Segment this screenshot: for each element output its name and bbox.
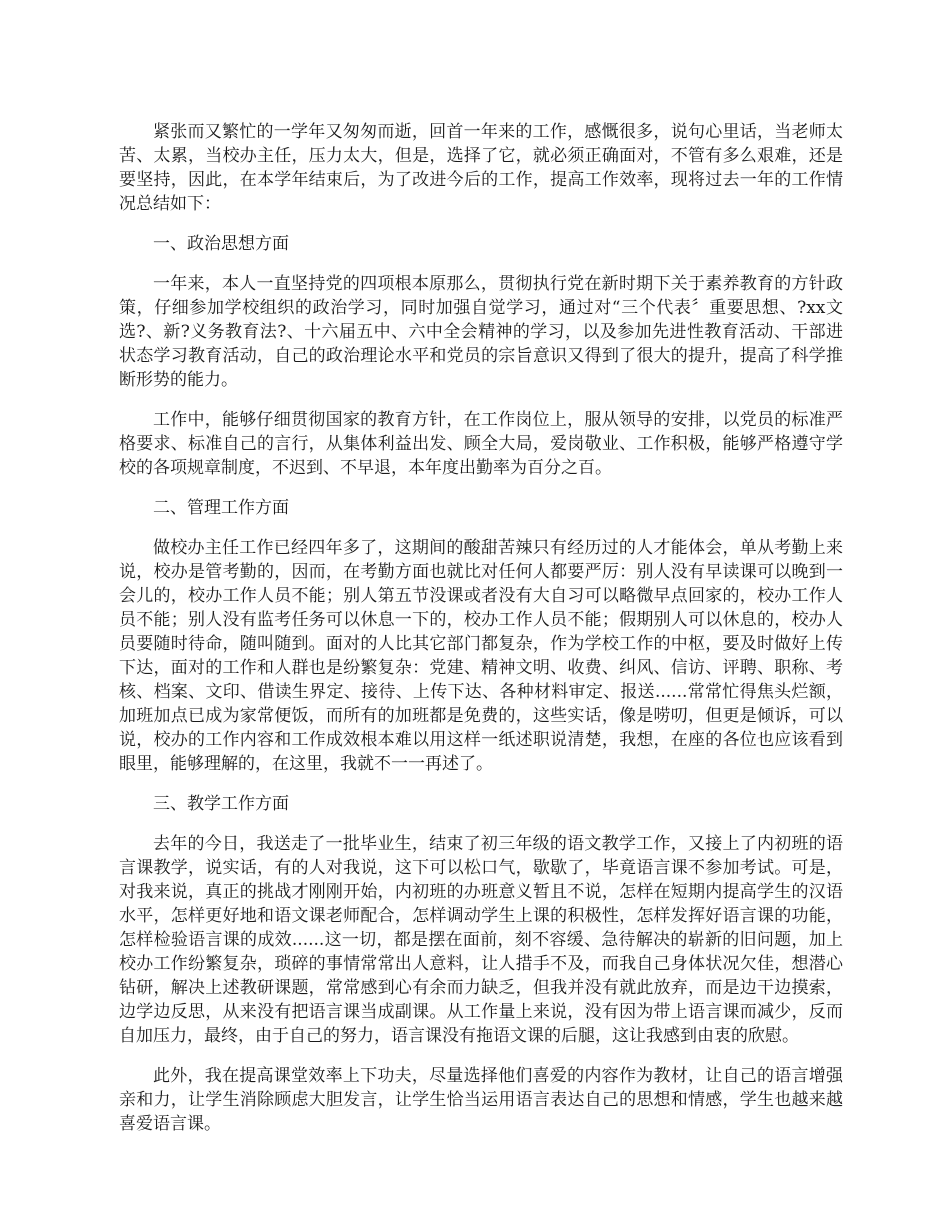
intro-paragraph: 紧张而又繁忙的一学年又匆匆而逝，回首一年来的工作，感慨很多，说句心里话，当老师太苦、太累，当校办主任，压力太大，但是，选择了它，就必须正确面对，不管有多么艰难，还是要坚持，因此，在本学年结束后，为了改进今后的工作，提高工作效率，现将过去一年的工作情况总结如下： xyxy=(119,122,843,214)
section-heading-teaching: 三、教学工作方面 xyxy=(153,794,289,814)
teaching-paragraph-2: 此外，我在提高课堂效率上下功夫，尽量选择他们喜爱的内容作为教材，让自己的语言增强亲和力，让学生消除顾虑大胆发言，让学生恰当运用语言表达自己的思想和情感，学生也越来越喜爱语言课。 xyxy=(119,1066,843,1134)
politics-paragraph-1: 一年来，本人一直坚持党的四项根本原那么，贯彻执行党在新时期下关于素养教育的方针政策，仔细参加学校组织的政治学习，同时加强自觉学习，通过对“三个代表〞重要思想、?xx文选?、新?义务教育法?、十六届五中、六中全会精神的学习，以及参加先进性教育活动、干部进状态学习教育活动，自己的政治理论水平和党员的宗旨意识又得到了很大的提升，提高了科学推断形势的能力。 xyxy=(119,274,843,390)
section-heading-management: 二、管理工作方面 xyxy=(153,498,289,518)
management-paragraph-1: 做校办主任工作已经四年多了，这期间的酸甜苦辣只有经历过的人才能体会，单从考勤上来说，校办是管考勤的，因而，在考勤方面也就比对任何人都要严厉：别人没有早读课可以晚到一会儿的，校办工作人员不能；别人第五节没课或者没有大自习可以略微早点回家的，校办工作人员不能；别人没有监考任务可以休息一下的，校办工作人员不能；假期别人可以休息的，校办人员要随时待命，随叫随到。面对的人比其它部门都复杂，作为学校工作的中枢，要及时做好上传下达，面对的工作和人群也是纷繁复杂：党建、精神文明、收费、纠风、信访、评聘、职称、考核、档案、文印、借读生界定、接待、上传下达、各种材料审定、报送......常常忙得焦头烂额，加班加点已成为家常便饭，而所有的加班都是免费的，这些实话，像是唠叨，但更是倾诉，可以说，校办的工作内容和工作成效根本难以用这样一纸述职说清楚，我想，在座的各位也应该看到眼里，能够理解的，在这里，我就不一一再述了。 xyxy=(119,538,843,774)
document-body xyxy=(119,120,843,1152)
teaching-paragraph-1: 去年的今日，我送走了一批毕业生，结束了初三年级的语文教学工作，又接上了内初班的语言课教学，说实话，有的人对我说，这下可以松口气，歇歇了，毕竟语言课不参加考试。可是，对我来说，真正的挑战才刚刚开始，内初班的办班意义暂且不说，怎样在短期内提高学生的汉语水平，怎样更好地和语文课老师配合，怎样调动学生上课的积极性，怎样发挥好语言课的功能，怎样检验语言课的成效......这一切，都是摆在面前，刻不容缓、急待解决的崭新的旧问题，加上校办工作纷繁复杂，琐碎的事情常常出人意料，让人措手不及，而我自己身体状况欠佳，想潜心钻研，解决上述教研课题，常常感到心有余而力缺乏，但我并没有就此放弃，而是边干边摸索，边学边反思，从来没有把语言课当成副课。从工作量上来说，没有因为带上语言课而减少，反而自加压力，最终，由于自己的努力，语言课没有拖语文课的后腿，这让我感到由衷的欣慰。 xyxy=(119,834,843,1046)
politics-paragraph-2: 工作中，能够仔细贯彻国家的教育方针，在工作岗位上，服从领导的安排，以党员的标准严格要求、标准自己的言行，从集体利益出发、顾全大局，爱岗敬业、工作积极，能够严格遵守学校的各项规章制度，不迟到、不早退，本年度出勤率为百分之百。 xyxy=(119,410,843,478)
section-heading-politics: 一、政治思想方面 xyxy=(153,234,289,254)
